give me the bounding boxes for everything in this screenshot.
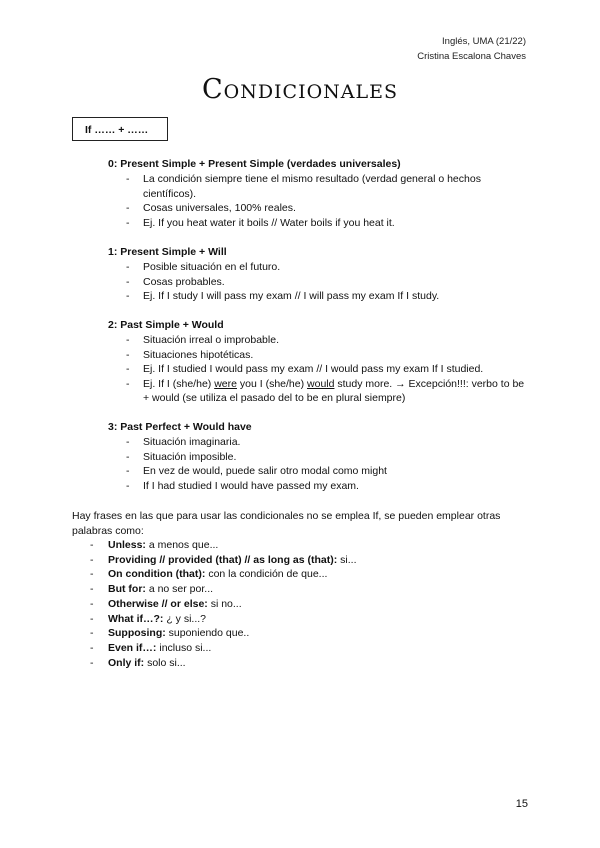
list-item: - On condition (that): con la condición de que... (90, 568, 328, 581)
section-heading: 0: Present Simple + Present Simple (verdades universales) (108, 158, 401, 170)
section-heading: 1: Present Simple + Will (108, 246, 227, 258)
list-item: - Otherwise // or else: si no... (90, 597, 242, 610)
intro-paragraph: Hay frases en las que para usar las condicionales no se emplea If, se pueden emplear otras palabras como: (72, 510, 501, 537)
list-item: - Ej. If I study I will pass my exam // I will pass my exam If I study. (126, 290, 440, 303)
list-item: - Cosas universales, 100% reales. (126, 202, 296, 215)
page-title: Condicionales (201, 74, 399, 105)
list-item: - Situaciones hipotéticas. (126, 348, 254, 361)
header-author: Cristina Escalona Chaves (417, 51, 526, 62)
list-item: - Supposing: suponiendo que.. (90, 627, 250, 640)
list-item: - Cosas probables. (126, 275, 225, 288)
list-item: - Unless: a menos que... (90, 539, 219, 551)
formula-box: If …… + …… (72, 117, 168, 141)
list-item: - Posible situación en el futuro. (126, 261, 281, 273)
list-item: - La condición siempre tiene el mismo resultado (verdad general o hechos científicos). (126, 173, 481, 200)
list-item: - Ej. If I studied I would pass my exam // I would pass my exam If I studied. (126, 363, 484, 376)
section-third-conditional (108, 420, 528, 493)
section-heading: 3: Past Perfect + Would have (108, 421, 252, 433)
list-item: - Ej. If you heat water it boils // Water boils if you heat it. (126, 216, 395, 229)
section-second-conditional (108, 318, 528, 406)
list-item: - What if…?: ¿ y si...? (90, 612, 206, 625)
list-item: - Providing // provided (that) // as long as (that): si... (90, 553, 357, 566)
list-item: - If I had studied I would have passed my exam. (126, 479, 359, 492)
list-item: - Situación imposible. (126, 450, 237, 463)
list-item: - Only if: solo si... (90, 656, 186, 669)
list-item: - Situación imaginaria. (126, 436, 241, 448)
page-number: 15 (515, 798, 528, 810)
list-item: - Even if…: incluso si... (90, 641, 212, 654)
list-item: - Ej. If I (she/he) were you I (she/he) would study more. → Excepción!!!: verbo to be + would (se utiliza el pasado del to be en plural siempre) (126, 377, 525, 405)
section-zero-conditional (108, 157, 528, 230)
alternatives-list (72, 538, 532, 670)
section-heading: 2: Past Simple + Would (108, 319, 224, 331)
list-item: - Situación irreal o improbable. (126, 334, 279, 346)
header-course: Inglés, UMA (21/22) (442, 36, 526, 47)
section-first-conditional (108, 245, 528, 304)
list-item: - En vez de would, puede salir otro modal como might (126, 465, 387, 478)
list-item: - But for: a no ser por... (90, 583, 214, 596)
